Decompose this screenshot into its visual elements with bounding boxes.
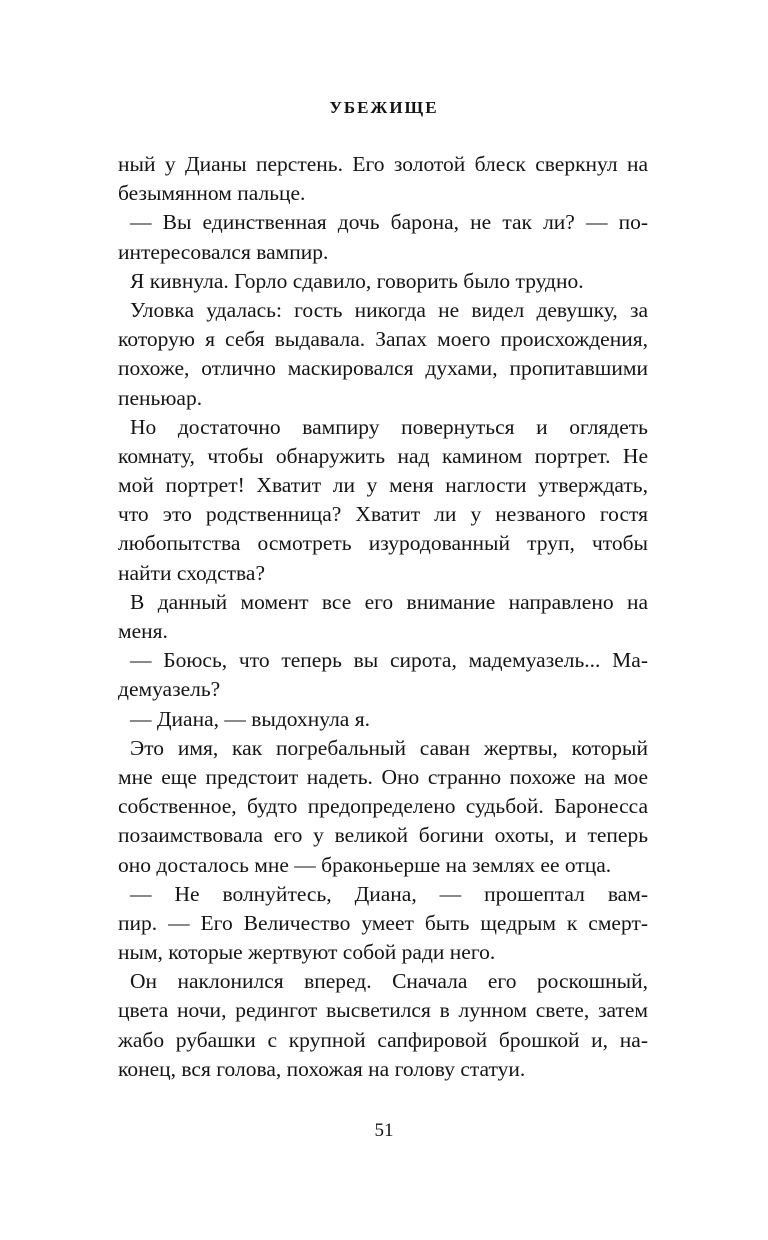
text-line: оно досталось мне — браконьерше на землях ее отца. (118, 852, 612, 877)
text-line: — Боюсь, что теперь вы сирота, мадемуазель... Ма- (130, 648, 648, 673)
text-line: жабо рубашки с крупной сапфировой брошкой и, на- (118, 1027, 648, 1052)
text-line: собственное, будто предопределено судьбой. Баронесса (118, 794, 648, 819)
running-head: УБЕЖИЩЕ (329, 98, 439, 117)
text-line: демуазель? (118, 677, 221, 702)
paragraph (118, 734, 648, 880)
text-line: позаимствовала его у великой богини охоты, и теперь (118, 823, 648, 848)
paragraph (118, 267, 648, 296)
text-line: цвета ночи, редингот высветился в лунном свете, затем (118, 998, 648, 1023)
page-number: 51 (374, 1120, 394, 1141)
body-text (118, 150, 648, 1084)
text-line: — Вы единственная дочь барона, не так ли? — по- (130, 210, 648, 235)
text-line: конец, вся голова, похожая на голову статуи. (118, 1056, 526, 1081)
text-line: безымянном пальце. (118, 181, 306, 206)
text-line: что это родственница? Хватит ли у незваного гостя (118, 502, 648, 527)
text-line: ный у Дианы перстень. Его золотой блеск сверкнул на (118, 152, 648, 176)
text-line: пеньюар. (118, 385, 203, 410)
text-line: найти сходства? (118, 560, 265, 585)
text-line: любопытства осмотреть изуродованный труп, чтобы (118, 531, 648, 556)
text-line: Он наклонился вперед. Сначала его роскошный, (130, 969, 648, 994)
paragraph (118, 588, 648, 646)
paragraph (118, 208, 648, 266)
text-line: пир. — Его Величество умеет быть щедрым к смерт- (118, 910, 648, 935)
paragraph (118, 967, 648, 1084)
text-line: меня. (118, 619, 168, 643)
text-line: В данный момент все его внимание направлено на (130, 589, 648, 614)
text-line: Уловка удалась: гость никогда не видел девушку, за (130, 297, 648, 322)
text-line: ным, которые жертвуют собой ради него. (118, 940, 496, 965)
text-line: мой портрет! Хватит ли у меня наглости утверждать, (118, 473, 648, 498)
text-line: которую я себя выдавала. Запах моего происхождения, (118, 327, 648, 352)
text-line: Я кивнула. Горло сдавило, говорить было трудно. (130, 268, 584, 293)
text-line: мне еще предстоит надеть. Оно странно похоже на мое (118, 764, 648, 789)
text-line: Но достаточно вампиру повернуться и оглядеть (130, 414, 648, 439)
text-line: комнату, чтобы обнаружить над камином портрет. Не (118, 443, 648, 468)
text-line: Это имя, как погребальный саван жертвы, который (130, 735, 648, 760)
text-line: похоже, отлично маскировался духами, пропитавшими (118, 356, 648, 381)
paragraph (118, 413, 648, 588)
paragraph (118, 646, 648, 704)
text-line: — Не волнуйтесь, Диана, — прошептал вам- (130, 881, 648, 906)
paragraph (118, 705, 648, 734)
text-line: интересовался вампир. (118, 239, 329, 264)
paragraph (118, 296, 648, 413)
text-line: — Диана, — выдохнула я. (130, 706, 370, 731)
paragraph (118, 880, 648, 968)
paragraph (118, 150, 648, 208)
